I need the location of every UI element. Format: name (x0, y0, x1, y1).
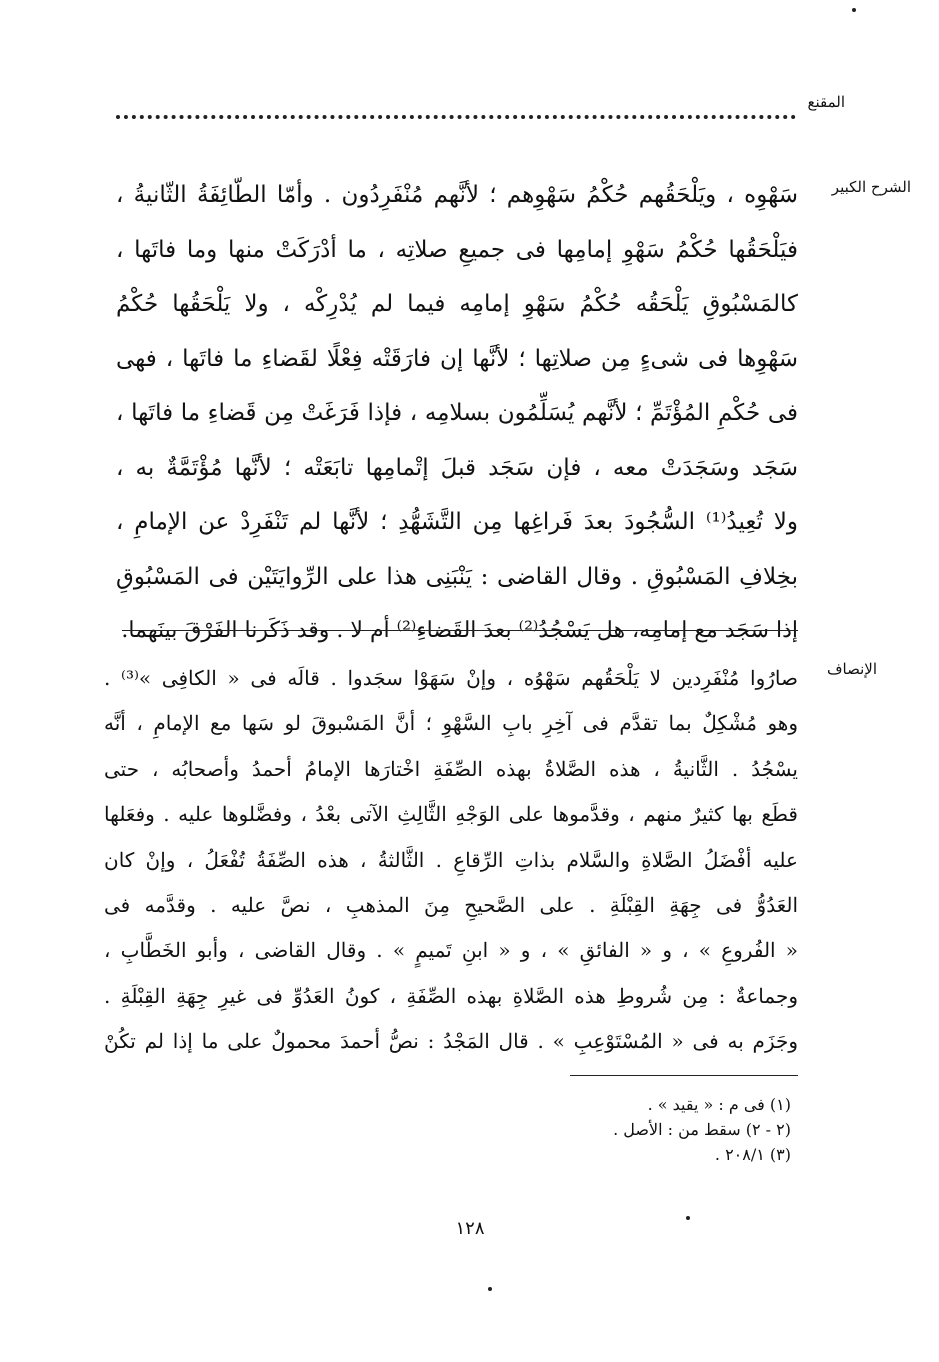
text-line: سَهْوِها فى شىءٍ مِن صلاتِها ؛ لأنَّها إن فارَقَتْه فِعْلًا لقَضاءِ ما فاتَها ، فهى (116, 345, 798, 372)
footnote: (٢ - ٢) سقط من : الأصل . (613, 1120, 791, 1139)
text-line: كالمَسْبُوقِ يَلْحَقُه حُكْمُ سَهْوِ إمامِه فيما لم يُدْرِكْه ، ولا يَلْحَقُها حُكْمُ (116, 291, 798, 317)
footnotes (491, 1092, 791, 1167)
insaf-text-block (104, 656, 798, 1065)
text-line: يسْجُدُ . الثَّانيةُ ، هذه الصَّلاةُ بهذه الصِّفَةِ اخْتارَها الإمامُ أحمدُ وأصحابُه ، حتى (104, 756, 798, 781)
text-line: وجماعةٌ : مِن شُروطِ هذه الصَّلاةِ بهذه الصِّفَةِ ، كونُ العَدُوِّ فى غيرِ جِهَةِ القِبْلَةِ . (104, 983, 798, 1008)
text-line: فيَلْحَقُها حُكْمُ سَهْوِ إمامِها فى جميعِ صلاتِه ، ما أدْرَكَتْ منها وما فاتَها ، (116, 236, 798, 263)
text-line: ولا تُعِيدُ⁽¹⁾ السُّجُودَ بعدَ فَراغِها مِن التَّشَهُّدِ ؛ لأنَّها لم تَنْفَرِدْ عن الإمامِ ، (116, 509, 798, 535)
text-line: سَهْوِه ، ويَلْحَقُهم حُكْمُ سَهْوِهم ؛ لأنَّهم مُنْفَرِدُون . وأمّا الطّائِفَةُ الثّانيةُ ، (116, 182, 798, 208)
scan-speck (852, 8, 856, 12)
scan-speck (488, 1287, 492, 1291)
footnote-rule (570, 1075, 798, 1076)
footnote: (٣) ٢٠٨/١ . (714, 1145, 791, 1164)
text-line: وهو مُشْكِلٌ بما تقدَّم فى آخِرِ بابِ السَّهْوِ ؛ أنَّ المَسْبوقَ لو سَها مع الإمامِ ، أنَّه (104, 711, 798, 736)
text-line: فى حُكْمِ المُؤْتَمِّ ؛ لأنَّهم يُسَلِّمُون بسلامِه ، فإذا فَرَغَتْ مِن قَضاءِ ما فاتَها ، (116, 400, 798, 426)
text-line: « الفُروعِ » ، و « الفائقِ » ، و « ابنِ تَميمٍ » . وقال القاضى ، وأبو الخَطَّابِ ، (104, 938, 798, 963)
text-line: بخِلافِ المَسْبُوقِ . وقال القاضى : يَنْبَنِى هذا على الرِّوايَتَيْن فى المَسْبُوقِ (116, 563, 798, 590)
text-line: وجَزَم به فى « المُسْتَوْعِبِ » . قال المَجْدُ : نصُّ أحمدَ محمولٌ على ما إذا لم تكُنْ (104, 1029, 798, 1054)
insaf-label: الإنصاف (826, 660, 877, 678)
text-line: قطَع بها كثيرٌ منهم ، وقدَّموها على الوَجْهِ الثَّالِثِ الآتى بعْدُ ، وفضَّلوها عليه . وفعَلها (104, 802, 798, 827)
section-divider (122, 630, 798, 631)
scan-speck (686, 1216, 690, 1220)
text-line: صارُوا مُنْفَرِدين لا يَلْحَقُهم سَهْوُه ، وإنْ سَهَوْا سجَدوا . قالَه فى « الكافِى »⁽³⁾ . (104, 666, 798, 690)
text-line: سَجَد وسَجَدَتْ معه ، فإن سَجَد قبلَ إتْمامِها تابَعَتْه ؛ لأنَّها مُؤْتَمَّةٌ به ، (116, 454, 798, 481)
text-line: إذا سَجَد مع إمامِه، هل يَسْجُدُ⁽²⁾ بعدَ القَضاءِ⁽²⁾ أم لا . وقد ذَكَرنا الفَرْقَ بينَهما. (121, 618, 798, 643)
sharh-text-block (116, 168, 798, 659)
text-line: عليه أفْضَلُ الصَّلاةِ والسَّلام بذاتِ الرِّقاعِ . الثَّالثةُ ، هذه الصِّفَةُ تُفْعَلُ ، وإنْ كان (104, 847, 798, 872)
header-dotted-rule (116, 115, 796, 119)
sharh-label: الشرح الكبير (831, 178, 911, 196)
text-line: العَدُوُّ فى جِهَةِ القِبْلَةِ . على الصَّحيحِ مِنَ المذهبِ ، نصَّ عليه . وقدَّمه فى (104, 892, 798, 917)
footnote: (١) فى م : « يقيد » . (647, 1095, 791, 1114)
page-number: ١٢٨ (455, 1218, 485, 1239)
running-title: المقنع (807, 93, 845, 111)
